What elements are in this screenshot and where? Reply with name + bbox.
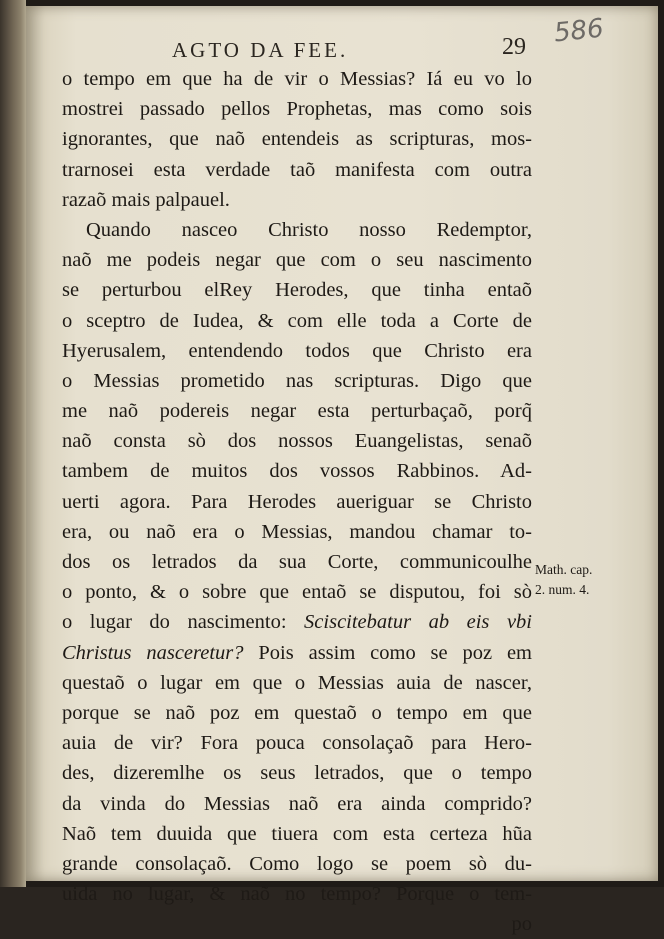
text-line: dos os letrados da sua Corte, communicoulhe [62,551,532,573]
text-line: naõ me podeis negar que com o seu nascimento [62,249,532,272]
text-line: mostrei passado pellos Prophetas, mas como sois [62,98,532,121]
latin-quotation: Christus nasceretur? [62,641,244,664]
text-line: o Messias prometido nas scripturas. Digo que [62,369,532,392]
handwritten-number: 586 [552,13,606,49]
running-head: AGTO DA FEE. [172,38,349,62]
text-line: trarnosei esta verdade taõ manifesta com outra [62,158,532,181]
margin-citation-line: Math. cap. [535,562,593,577]
text-line: Naõ tem duuida que tiuera com esta certeza hũa [62,822,532,845]
text-line: era, ou naõ era o Messias, mandou chamar to- [62,520,532,543]
text-line: des, dizeremlhe os seus letrados, que o tempo [62,762,532,785]
catchword: po [511,913,532,936]
binding-gutter [0,0,26,887]
margin-citation [535,560,592,600]
latin-quotation: Sciscitebatur ab eis vbi [304,611,532,634]
text-line: se perturbou elRey Herodes, que tinha entaõ [62,279,532,302]
text-line-with-quote [62,607,532,637]
text-line: questaõ o lugar em que o Messias auia de nascer, [62,671,532,694]
text-line: Quando nasceo Christo nosso Redemptor, [86,218,532,241]
text-line: auia de vir? Fora pouca consolaçaõ para Hero- [62,732,532,755]
text-line: naõ consta sò dos nossos Euangelistas, senaõ [62,430,532,453]
text-line: da vinda do Messias naõ era ainda comprido? [62,792,532,815]
text-line: uerti agora. Para Herodes aueriguar se Christo [62,490,532,513]
page-number: 29 [502,34,526,60]
text-segment: o lugar do nascimento: [62,611,287,634]
text-line: uida no lugar, & naõ no tempo? Porque o tem- [62,883,532,906]
text-line: tambem de muitos dos vossos Rabbinos. Ad- [62,460,532,483]
text-line: o tempo em que ha de vir o Messias? Iá eu vo lo [62,68,532,90]
text-line: grande consolaçaõ. Como logo se poem sò du- [62,852,532,875]
text-line: Hyerusalem, entendendo todos que Christo era [62,339,532,362]
text-line: o ponto, & o sobre que entaõ se disputou, foi sò [62,581,532,604]
text-line-with-quote [62,638,532,668]
margin-citation-line: 2. num. 4. [535,582,590,597]
body-text [62,64,532,939]
text-line: me naõ podereis negar esta perturbaçaõ, porq̃ [62,400,532,423]
text-line: ignorantes, que naõ entendeis as scripturas, mos- [62,128,532,151]
text-line: porque se naõ poz em questaõ o tempo em que [62,701,532,724]
text-line: o sceptro de Iudea, & com elle toda a Corte de [62,309,532,332]
text-line: razaõ mais palpauel. [62,188,230,211]
text-segment: Pois assim como se poz em [258,641,532,664]
